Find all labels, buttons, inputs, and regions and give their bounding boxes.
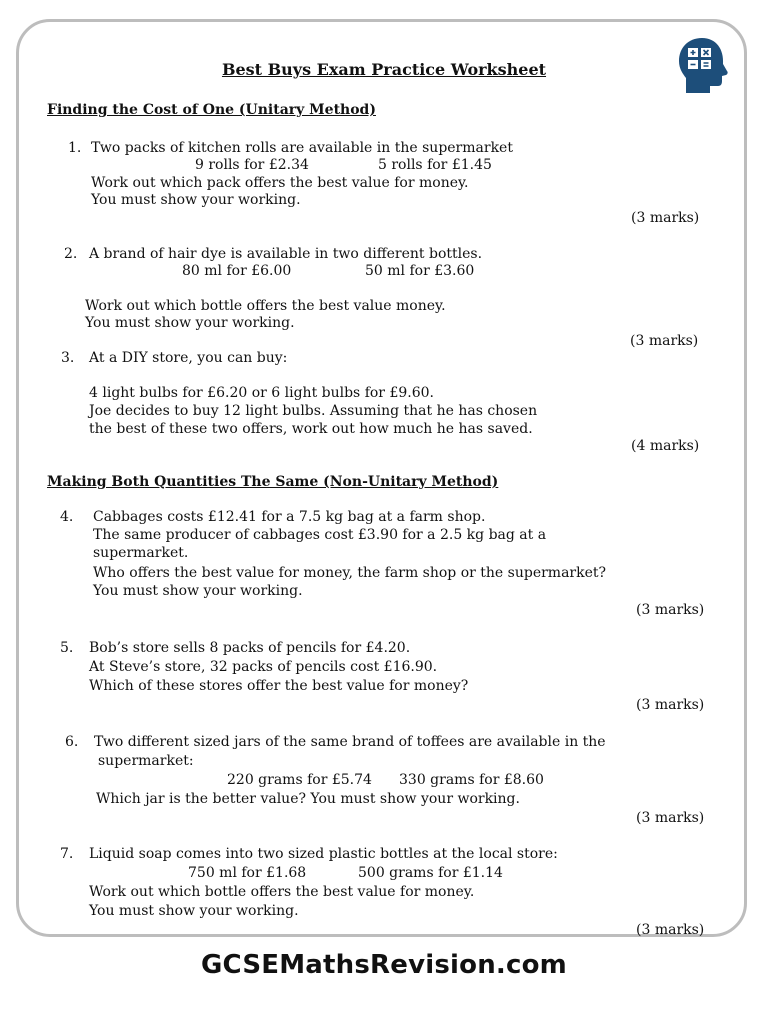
question-number: 5. xyxy=(60,640,74,656)
marks-label: (3 marks) xyxy=(636,810,705,826)
question-text: The same producer of cabbages cost £3.90 for a 2.5 kg bag at a xyxy=(93,527,547,543)
question-text: Work out which bottle offers the best value for money. xyxy=(89,884,475,900)
question-text: Cabbages costs £12.41 for a 7.5 kg bag at a farm shop. xyxy=(93,509,486,525)
question-text: Liquid soap comes into two sized plastic bottles at the local store: xyxy=(89,846,558,862)
marks-label: (3 marks) xyxy=(636,697,705,713)
question-text: 4 light bulbs for £6.20 or 6 light bulbs for £9.60. xyxy=(89,385,434,401)
question-text: the best of these two offers, work out how much he has saved. xyxy=(89,421,533,437)
question-text: At Steve’s store, 32 packs of pencils cost £16.90. xyxy=(89,659,438,675)
question-number: 6. xyxy=(65,734,79,750)
site-footer: GCSEMathsRevision.com xyxy=(201,950,567,980)
question-text: You must show your working. xyxy=(89,903,299,919)
question-text: supermarket: xyxy=(98,753,194,769)
question-text: A brand of hair dye is available in two different bottles. xyxy=(89,246,483,262)
question-number: 1. xyxy=(68,140,82,156)
marks-label: (3 marks) xyxy=(630,333,699,349)
question-number: 2. xyxy=(64,246,78,262)
offer-a: 9 rolls for £2.34 xyxy=(195,157,309,173)
offer-a: 220 grams for £5.74 xyxy=(227,772,372,788)
question-text: Which of these stores offer the best value for money? xyxy=(89,678,469,694)
question-text: supermarket. xyxy=(93,545,189,561)
question-text: You must show your working. xyxy=(91,192,301,208)
offer-b: 5 rolls for £1.45 xyxy=(378,157,492,173)
offer-b: 330 grams for £8.60 xyxy=(399,772,544,788)
offer-a: 80 ml for £6.00 xyxy=(182,263,292,279)
question-text: Which jar is the better value? You must show your working. xyxy=(96,791,520,807)
offer-b: 500 grams for £1.14 xyxy=(358,865,503,881)
question-number: 4. xyxy=(60,509,74,525)
marks-label: (3 marks) xyxy=(631,210,700,226)
question-text: Who offers the best value for money, the farm shop or the supermarket? xyxy=(93,565,607,581)
section-heading-unitary: Finding the Cost of One (Unitary Method) xyxy=(47,102,376,118)
question-text: Work out which pack offers the best value for money. xyxy=(91,175,469,191)
question-text: Joe decides to buy 12 light bulbs. Assuming that he has chosen xyxy=(89,403,538,419)
question-text: At a DIY store, you can buy: xyxy=(89,350,288,366)
question-text: You must show your working. xyxy=(85,315,295,331)
question-text: Work out which bottle offers the best value money. xyxy=(85,298,446,314)
question-number: 3. xyxy=(61,350,75,366)
question-text: Bob’s store sells 8 packs of pencils for £4.20. xyxy=(89,640,411,656)
marks-label: (3 marks) xyxy=(636,602,705,618)
offer-a: 750 ml for £1.68 xyxy=(188,865,307,881)
section-heading-non-unitary: Making Both Quantities The Same (Non-Unitary Method) xyxy=(47,474,499,490)
question-text: Two packs of kitchen rolls are available in the supermarket xyxy=(91,140,513,156)
marks-label: (3 marks) xyxy=(636,922,705,938)
marks-label: (4 marks) xyxy=(631,438,700,454)
page-title: Best Buys Exam Practice Worksheet xyxy=(221,60,547,79)
question-text: Two different sized jars of the same brand of toffees are available in the xyxy=(94,734,606,750)
question-text: You must show your working. xyxy=(93,583,303,599)
offer-b: 50 ml for £3.60 xyxy=(365,263,475,279)
question-number: 7. xyxy=(60,846,74,862)
